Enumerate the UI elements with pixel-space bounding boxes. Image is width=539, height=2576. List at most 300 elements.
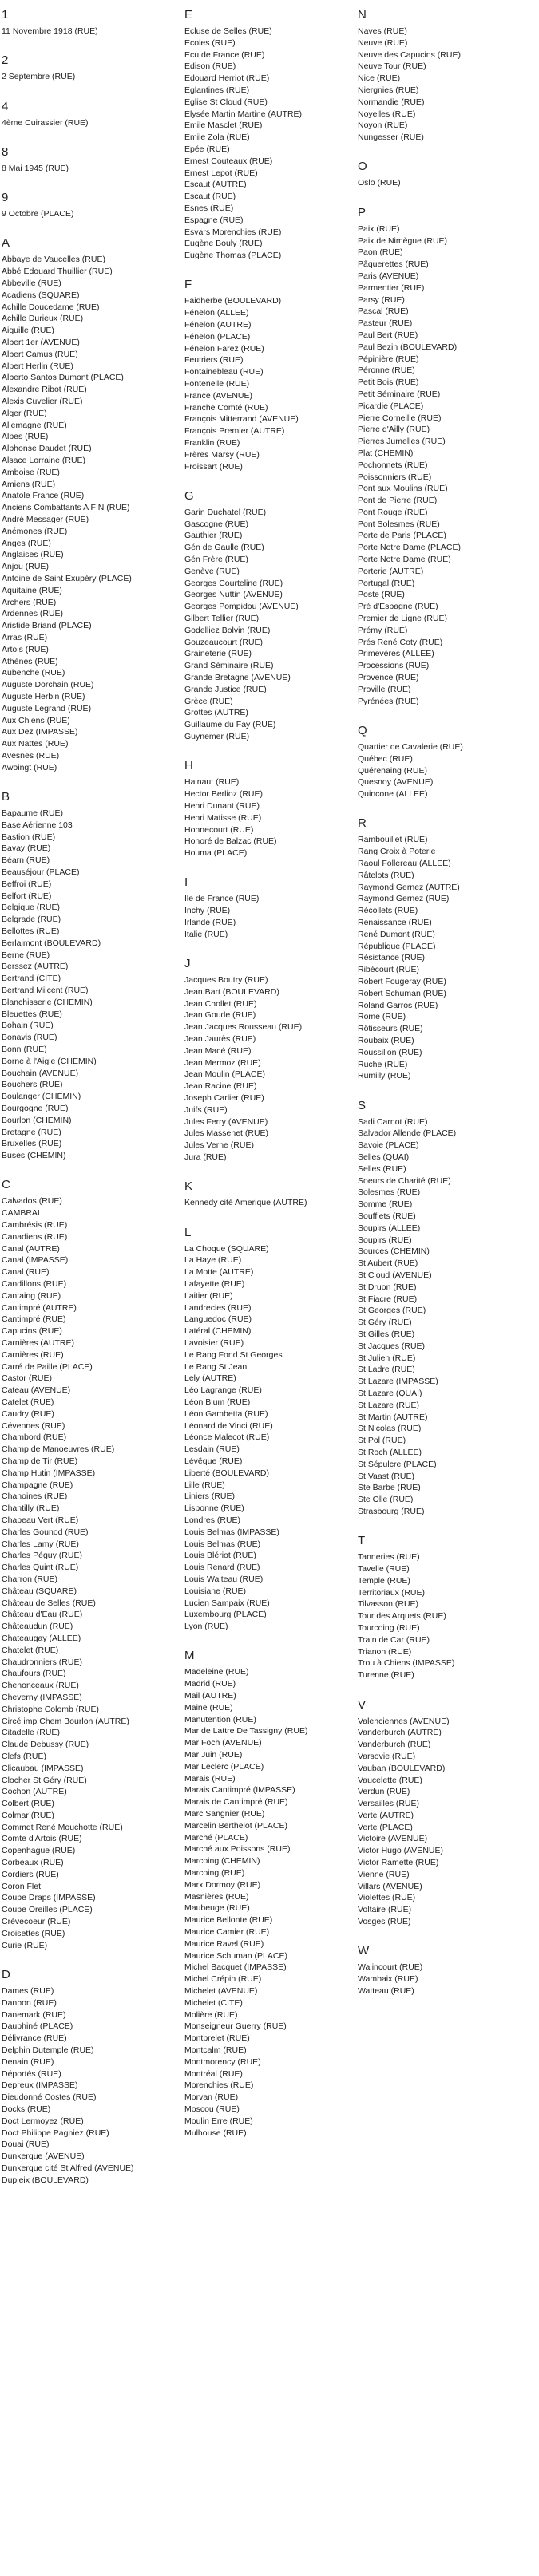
section-letter: A [2,236,10,251]
street-item: Montbrelet (RUE) [184,2033,250,2044]
street-item: Mar de Lattre De Tassigny (RUE) [184,1726,308,1736]
street-item: Aux Dez (IMPASSE) [2,727,78,737]
street-item: Vauban (BOULEVARD) [358,1763,446,1773]
section-letter: 1 [2,8,9,22]
street-item: Victoire (AVENUE) [358,1834,428,1844]
street-item: Gouzeaucourt (RUE) [184,637,264,647]
street-item: Madrid (RUE) [184,1679,236,1689]
street-item: Lafayette (RUE) [184,1279,245,1290]
street-item: Canal (RUE) [2,1267,50,1278]
street-item: Carnières (AUTRE) [2,1338,75,1349]
street-item: Joseph Carlier (RUE) [184,1093,264,1104]
street-item: Dupleix (BOULEVARD) [2,2175,89,2185]
street-item: La Haye (RUE) [184,1255,242,1266]
street-item: Laitier (RUE) [184,1290,233,1301]
street-item: Anémones (RUE) [2,526,68,536]
street-item: Montcalm (RUE) [184,2045,247,2055]
street-item: Graineterie (RUE) [184,649,252,659]
street-item: Aux Chiens (RUE) [2,715,70,725]
street-item: Jean Mermoz (RUE) [184,1057,261,1068]
section-letter: J [184,957,191,971]
street-item: Raymond Gernez (RUE) [358,894,450,904]
street-item: Raymond Gernez (AUTRE) [358,882,460,892]
street-item: Léonce Malecot (RUE) [184,1432,270,1443]
street-item: Proville (RUE) [358,684,411,694]
street-item: Albert Herlin (RUE) [2,361,73,371]
street-item: Noyon (RUE) [358,121,408,131]
street-item: Porte Notre Dame (PLACE) [358,543,461,553]
street-item: Varsovie (RUE) [358,1751,416,1761]
street-item: Aristide Briand (PLACE) [2,621,92,631]
section-letter: F [184,278,192,292]
street-item: Paix de Nimègue (RUE) [358,235,448,246]
street-item: Lévêque (RUE) [184,1456,243,1466]
street-item: Pont de Pierre (RUE) [358,496,438,506]
street-item: Léo Lagrange (RUE) [184,1385,262,1396]
street-item: Guynemer (RUE) [184,732,250,742]
street-item: Anges (RUE) [2,538,51,548]
street-item: Jean Bart (BOULEVARD) [184,986,279,997]
street-item: Montmorency (RUE) [184,2056,261,2067]
letter-section [184,1223,353,1633]
street-item: Ecu de France (RUE) [184,49,265,60]
street-item: Noyelles (RUE) [358,109,416,119]
street-item: Copenhague (RUE) [2,1846,76,1856]
street-item: Douai (RUE) [2,2139,50,2150]
street-item: Verte (PLACE) [358,1822,413,1832]
street-item: Robert Fougeray (RUE) [358,976,446,986]
street-item: St Lazare (QUAI) [358,1388,422,1398]
street-item: 8 Mai 1945 (RUE) [2,163,69,173]
street-item: Chambord (RUE) [2,1432,67,1443]
street-item: Mar Juin (RUE) [184,1750,243,1760]
street-item: Calvados (RUE) [2,1196,62,1207]
street-item: Athènes (RUE) [2,656,58,666]
street-item: Albert Camus (RUE) [2,349,78,359]
street-item: Mulhouse (RUE) [184,2128,247,2138]
street-item: Citadelle (RUE) [2,1728,60,1738]
street-item: Cheverny (IMPASSE) [2,1692,82,1702]
street-item: Escaut (RUE) [184,192,236,202]
street-item: Verdun (RUE) [358,1787,410,1797]
street-item: Maurice Camier (RUE) [184,1926,270,1937]
street-item: Edison (RUE) [184,61,236,72]
street-item: Base Aérienne 103 [2,820,73,830]
street-item: Aiguille (RUE) [2,326,54,336]
street-item: Fénelon (ALLEE) [184,308,249,318]
street-item: Turenne (RUE) [358,1670,414,1681]
street-item: Docks (RUE) [2,2104,51,2114]
street-item: Louisiane (RUE) [184,1586,247,1596]
street-item: Champ de Manoeuvres (RUE) [2,1444,115,1455]
street-item: Esvars Morenchies (RUE) [184,227,282,237]
street-item: Chantilly (RUE) [2,1503,60,1514]
street-list [2,1195,181,1951]
street-list [2,208,181,220]
street-item: Chatelet (RUE) [2,1645,59,1655]
street-item: Portugal (RUE) [358,578,415,588]
street-item: Victor Ramette (RUE) [358,1858,439,1868]
street-item: Aquitaine (RUE) [2,585,62,595]
street-item: Paul Bert (RUE) [358,330,418,340]
street-item: Quincone (ALLEE) [358,789,428,800]
letter-section [358,156,536,189]
letter-section [184,5,353,262]
street-item: Aubenche (RUE) [2,668,65,678]
street-item: Rang Croix à Poterie [358,847,436,857]
street-item: Eugène Bouly (RUE) [184,239,263,249]
street-item: Londres (RUE) [184,1515,241,1525]
street-item: Cambrésis (RUE) [2,1220,68,1231]
street-item: Pierres Jumelles (RUE) [358,437,446,447]
street-item: Selles (RUE) [358,1164,406,1174]
street-item: Fontenelle (RUE) [184,379,250,389]
section-letter: E [184,8,193,22]
street-item: Auguste Legrand (RUE) [2,703,92,713]
street-item: Charles Péguy (RUE) [2,1551,82,1561]
street-item: Cantimpré (AUTRE) [2,1302,77,1313]
street-item: Danbon (RUE) [2,1997,57,2008]
street-item: Carnières (RUE) [2,1349,64,1360]
street-item: Jules Verne (RUE) [184,1140,254,1151]
street-item: Neuve des Capucins (RUE) [358,49,461,60]
street-item: Roubaix (RUE) [358,1035,414,1045]
street-item: Awoingt (RUE) [2,762,57,772]
street-item: Georges Courteline (RUE) [184,578,283,588]
street-item: Caudry (RUE) [2,1409,54,1419]
street-item: Beffroi (RUE) [2,879,52,889]
street-item: Parmentier (RUE) [358,282,425,293]
street-item: Manutention (RUE) [184,1714,256,1725]
column-2 [181,5,353,2576]
street-item: Porterie (AUTRE) [358,566,424,576]
letter-section [358,5,536,144]
street-item: Bretagne (RUE) [2,1127,61,1137]
street-item: Elysée Martin Martine (AUTRE) [184,109,303,119]
street-item: Lesdain (RUE) [184,1444,240,1455]
street-item: Latéral (CHEMIN) [184,1326,252,1337]
street-item: Jules Ferry (AVENUE) [184,1116,268,1127]
street-item: Ecoles (RUE) [184,38,236,48]
street-item: Belfort (RUE) [2,891,52,901]
street-item: Doct Lermoyez (RUE) [2,2116,84,2126]
street-list [358,1116,536,1518]
street-item: Grottes (AUTRE) [184,708,248,718]
street-item: Bruxelles (RUE) [2,1139,62,1149]
street-item: Dieudonné Costes (RUE) [2,2092,97,2103]
street-item: Processions (RUE) [358,661,430,671]
street-item: Trou à Chiens (IMPASSE) [358,1658,455,1669]
street-item: Léon Blum (RUE) [184,1397,251,1407]
street-item: St Druon (RUE) [358,1282,417,1292]
street-item: Béarn (RUE) [2,855,50,866]
section-letter: B [2,790,10,804]
street-list [184,507,353,743]
street-item: Crèvecoeur (RUE) [2,1917,71,1927]
street-item: Hector Berlioz (RUE) [184,789,264,800]
street-item: Christophe Colomb (RUE) [2,1704,99,1714]
street-item: Récollets (RUE) [358,906,418,916]
street-item: Maurice Bellonte (RUE) [184,1915,273,1926]
street-item: Jules Massenet (RUE) [184,1128,269,1139]
street-item: Fénelon (AUTRE) [184,320,252,330]
street-item: Achille Durieux (RUE) [2,314,84,324]
street-item: Amboise (RUE) [2,467,60,477]
street-item: Blanchisserie (CHEMIN) [2,997,93,1007]
section-letter: T [358,1534,366,1548]
street-item: Honoré de Balzac (RUE) [184,836,277,847]
street-item: Liniers (RUE) [184,1491,236,1502]
street-item: Plat (CHEMIN) [358,448,414,458]
street-item: Berlaimont (BOULEVARD) [2,938,101,948]
street-item: Louis Renard (RUE) [184,1563,260,1573]
street-item: Cantimpré (RUE) [2,1314,66,1325]
street-item: Cateau (AVENUE) [2,1385,71,1396]
street-item: Clocher St Géry (RUE) [2,1775,87,1785]
street-item: Marais (RUE) [184,1773,236,1784]
street-item: Mail (AUTRE) [184,1691,236,1701]
street-item: St Martin (AUTRE) [358,1412,428,1422]
letter-section [184,872,353,940]
section-letter: D [2,1967,10,1981]
street-item: Bohain (RUE) [2,1021,54,1031]
street-item: Poissonniers (RUE) [358,472,432,482]
street-item: Rome (RUE) [358,1012,406,1022]
street-item: Acadiens (SQUARE) [2,290,80,300]
street-item: Bertrand Milcent (RUE) [2,986,89,995]
street-item: Alger (RUE) [2,408,47,418]
street-item: St Nicolas (RUE) [358,1424,422,1434]
street-item: Gilbert Tellier (RUE) [184,614,260,624]
street-item: Canadiens (RUE) [2,1231,68,1242]
street-item: Belgrade (RUE) [2,915,61,925]
street-item: Picardie (PLACE) [358,401,424,411]
street-item: Mar Leclerc (PLACE) [184,1761,264,1772]
street-list [358,741,536,800]
street-item: Bleuettes (RUE) [2,1009,62,1019]
street-item: André Messager (RUE) [2,515,89,525]
street-item: Monseigneur Guerry (RUE) [184,2021,287,2032]
section-letter: V [358,1697,367,1712]
section-letter: 9 [2,191,9,205]
street-item: Résistance (RUE) [358,953,426,963]
street-item: Temple (RUE) [358,1575,410,1586]
street-item: St Lazare (RUE) [358,1400,420,1410]
letter-section [358,1096,536,1518]
street-item: Marcoing (CHEMIN) [184,1856,260,1867]
street-item: Solesmes (RUE) [358,1187,421,1198]
street-item: Bourlon (CHEMIN) [2,1115,72,1125]
letter-section [2,787,181,1162]
street-item: Anglaises (RUE) [2,550,64,560]
street-item: Moscou (RUE) [184,2104,240,2114]
street-item: St Jacques (RUE) [358,1341,426,1351]
street-item: La Choque (SQUARE) [184,1243,269,1254]
street-item: Vanderburch (RUE) [358,1740,431,1750]
street-item: République (PLACE) [358,941,436,951]
street-item: Epée (RUE) [184,144,230,154]
street-item: Voltaire (RUE) [358,1905,412,1915]
street-item: Villars (AVENUE) [358,1881,422,1891]
street-item: Charles Lamy (RUE) [2,1539,79,1549]
letter-section [184,954,353,1164]
street-item: Pont aux Moulins (RUE) [358,484,448,494]
street-item: Madeleine (RUE) [184,1667,249,1677]
street-item: Champagne (RUE) [2,1480,73,1490]
street-item: Château de Selles (RUE) [2,1598,96,1608]
street-item: Gauthier (RUE) [184,531,243,541]
street-item: Godelliez Bolvin (RUE) [184,625,271,635]
street-item: Léonard de Vinci (RUE) [184,1420,273,1431]
street-item: Morvan (RUE) [184,2092,239,2103]
street-item: Territoriaux (RUE) [358,1587,426,1598]
street-item: Châteaudun (RUE) [2,1622,73,1632]
street-item: Marché (PLACE) [184,1832,248,1843]
street-item: Artois (RUE) [2,644,49,654]
street-item: Paix (RUE) [358,223,400,234]
street-item: Catelet (RUE) [2,1397,54,1407]
street-item: Walincourt (RUE) [358,1962,423,1973]
street-item: Curie (RUE) [2,1940,48,1950]
street-item: Nungesser (RUE) [358,132,424,143]
street-item: Chanoines (RUE) [2,1491,68,1502]
street-item: Pyrénées (RUE) [358,696,419,706]
letter-section [184,486,353,743]
street-item: Renaissance (RUE) [358,918,432,927]
street-item: Pierre d'Ailly (RUE) [358,425,430,435]
street-item: Marais Cantimpré (IMPASSE) [184,1785,295,1796]
street-item: Paris (AVENUE) [358,271,419,281]
street-item: Georges Nuttin (AVENUE) [184,590,283,600]
street-item: Doct Philippe Pagniez (RUE) [2,2128,109,2138]
section-letter: L [184,1225,192,1239]
street-item: Niergnies (RUE) [358,85,419,95]
street-item: Quartier de Cavalerie (RUE) [358,741,463,752]
letter-section [184,1646,353,2139]
street-item: Quérenaing (RUE) [358,765,427,776]
street-item: Grand Séminaire (RUE) [184,661,274,671]
section-letter: H [184,759,193,773]
street-item: Ribécourt (RUE) [358,965,420,975]
street-item: Allemagne (RUE) [2,420,67,430]
street-item: Pascal (RUE) [358,306,409,317]
street-item: Irlande (RUE) [184,918,236,927]
street-item: Bourgogne (RUE) [2,1103,69,1113]
street-item: Tavelle (RUE) [358,1564,410,1574]
street-item: Faidherbe (BOULEVARD) [184,296,282,306]
street-item: Danemark (RUE) [2,2009,66,2020]
street-item: Edouard Herriot (RUE) [184,73,270,84]
street-list [358,26,536,144]
street-item: Salvador Allende (PLACE) [358,1128,457,1139]
street-item: Québec (RUE) [358,753,413,764]
section-letter: 8 [2,144,9,159]
letter-section [358,1941,536,1997]
street-item: Esnes (RUE) [184,203,234,213]
street-item: Languedoc (RUE) [184,1314,252,1325]
street-item: Jean Racine (RUE) [184,1081,257,1092]
street-list [358,1962,536,1997]
street-item: CAMBRAI [2,1208,40,1219]
street-item: Moulin Erre (RUE) [184,2116,253,2126]
street-item: Anciens Combattants A F N (RUE) [2,503,130,513]
street-item: Berssez (AUTRE) [2,962,69,972]
street-item: Albert 1er (AVENUE) [2,338,80,348]
street-item: Maurice Ravel (RUE) [184,1938,264,1949]
street-item: Ruche (RUE) [358,1059,408,1069]
street-item: Arras (RUE) [2,632,48,642]
street-item: Cantaing (RUE) [2,1290,61,1301]
street-item: Petit Bois (RUE) [358,377,419,388]
street-item: Jean Chollet (RUE) [184,998,257,1009]
letter-section [2,50,181,83]
street-item: François Premier (AUTRE) [184,426,285,437]
street-item: Louis Belmas (RUE) [184,1539,261,1549]
street-item: Bertrand (CITE) [2,974,61,984]
section-letter: 2 [2,53,9,68]
street-item: Coron Flet [2,1881,42,1891]
street-list [184,1666,353,2139]
street-item: Pâquerettes (RUE) [358,259,429,270]
street-item: Bouchers (RUE) [2,1080,63,1090]
street-item: Pépinière (RUE) [358,354,419,364]
street-item: Alexis Cuvelier (RUE) [2,397,83,407]
street-item: Berne (RUE) [2,950,50,960]
street-list [2,254,181,773]
street-item: Canal (IMPASSE) [2,1255,69,1266]
street-item: Auguste Dorchain (RUE) [2,680,94,690]
street-item: St Aubert (RUE) [358,1258,418,1269]
street-item: Georges Pompidou (AVENUE) [184,602,299,612]
street-item: Péronne (RUE) [358,365,415,376]
street-item: Versailles (RUE) [358,1799,420,1809]
street-item: Bastion (RUE) [2,832,56,842]
section-letter: K [184,1179,193,1194]
street-item: Borne à l'Aigle (CHEMIN) [2,1056,97,1066]
street-item: Pont Rouge (RUE) [358,507,428,517]
street-item: Soupirs (RUE) [358,1235,412,1245]
street-item: Emile Masclet (RUE) [184,121,263,131]
street-item: Jean Macé (RUE) [184,1045,252,1056]
street-item: Ardennes (RUE) [2,609,64,619]
street-list [184,893,353,940]
street-item: 2 Septembre (RUE) [2,72,76,82]
street-list [358,1716,536,1928]
street-item: Bavay (RUE) [2,844,51,854]
street-item: Candillons (RUE) [2,1279,67,1290]
street-item: Alberto Santos Dumont (PLACE) [2,373,124,383]
street-item: Aux Nattes (RUE) [2,739,69,749]
street-item: Ste Barbe (RUE) [358,1483,421,1493]
street-item: Denain (RUE) [2,2056,54,2067]
street-item: Primevères (ALLEE) [358,649,434,659]
section-letter: O [358,160,367,174]
street-item: Hainaut (RUE) [184,777,240,788]
street-list [184,974,353,1164]
street-item: Froissart (RUE) [184,461,243,472]
street-item: Sources (CHEMIN) [358,1247,430,1257]
street-item: Jean Goude (RUE) [184,1010,256,1021]
street-item: Vosges (RUE) [358,1917,411,1927]
street-item: Juifs (RUE) [184,1104,228,1115]
letter-section [2,1965,181,2187]
street-item: Prés René Coty (RUE) [358,637,443,647]
street-item: Porte de Paris (PLACE) [358,531,446,541]
letter-section [184,1176,353,1209]
street-item: Croisettes (RUE) [2,1928,65,1938]
street-item: Marcoing (RUE) [184,1867,245,1878]
street-list [358,177,536,189]
